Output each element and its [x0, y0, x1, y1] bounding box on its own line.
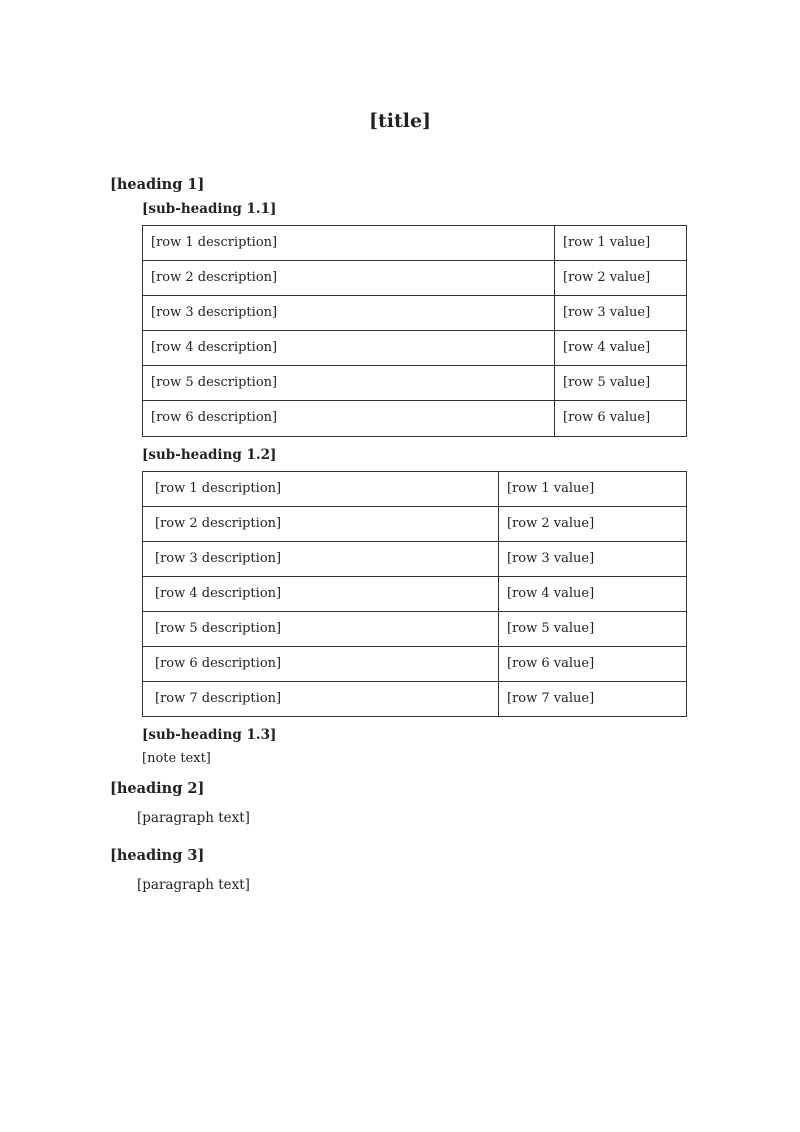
table-row [143, 366, 687, 401]
table-row [143, 331, 687, 366]
table-cell-value: [row 7 value] [499, 682, 687, 717]
table-cell-value: [row 6 value] [499, 647, 687, 682]
table-1 [142, 225, 687, 437]
table-row [143, 576, 687, 611]
paragraph-point-3: [paragraph text] [137, 876, 250, 893]
paragraph-point-2: [paragraph text] [137, 810, 250, 827]
table-2 [142, 471, 687, 718]
table-cell-description: [row 2 description] [143, 261, 555, 296]
page-title: [title] [368, 110, 432, 132]
table-row [143, 506, 687, 541]
table-row [143, 296, 687, 331]
table-cell-description: [row 5 description] [143, 366, 555, 401]
table-cell-description: [row 5 description] [143, 611, 499, 646]
table-cell-description: [row 6 description] [143, 401, 555, 436]
table-cell-description: [row 1 description] [143, 471, 499, 506]
table-cell-value: [row 3 value] [555, 296, 687, 331]
table-row [143, 682, 687, 717]
table-cell-description: [row 6 description] [143, 647, 499, 682]
table-cell-value: [row 4 value] [499, 576, 687, 611]
table-row [143, 261, 687, 296]
table-row [143, 647, 687, 682]
sub-heading-3: [sub-heading 1.3] [142, 727, 277, 744]
table-row [143, 226, 687, 261]
sub-heading-2: [sub-heading 1.2] [142, 446, 277, 463]
table-cell-value: [row 3 value] [499, 541, 687, 576]
section-heading-point-2: [heading 2] [110, 780, 205, 798]
table-cell-description: [row 1 description] [143, 226, 555, 261]
table-row [143, 471, 687, 506]
table-cell-value: [row 2 value] [499, 506, 687, 541]
table-cell-description: [row 2 description] [143, 506, 499, 541]
section-heading-point-1: [heading 1] [110, 176, 205, 193]
sub-heading-1: [sub-heading 1.1] [142, 201, 277, 217]
table-cell-value: [row 5 value] [499, 611, 687, 646]
section-heading-point-3: [heading 3] [110, 846, 205, 864]
table-cell-value: [row 1 value] [555, 226, 687, 261]
table-cell-value: [row 2 value] [555, 261, 687, 296]
table-cell-description: [row 7 description] [143, 682, 499, 717]
table-cell-description: [row 3 description] [143, 541, 499, 576]
table-cell-value: [row 1 value] [499, 471, 687, 506]
table-row [143, 541, 687, 576]
table-row [143, 401, 687, 436]
table-cell-description: [row 4 description] [143, 576, 499, 611]
note-line: [note text] [142, 751, 211, 767]
table-row [143, 611, 687, 646]
table-cell-value: [row 4 value] [555, 331, 687, 366]
table-cell-value: [row 5 value] [555, 366, 687, 401]
table-cell-description: [row 4 description] [143, 331, 555, 366]
table-cell-value: [row 6 value] [555, 401, 687, 436]
table-cell-description: [row 3 description] [143, 296, 555, 331]
